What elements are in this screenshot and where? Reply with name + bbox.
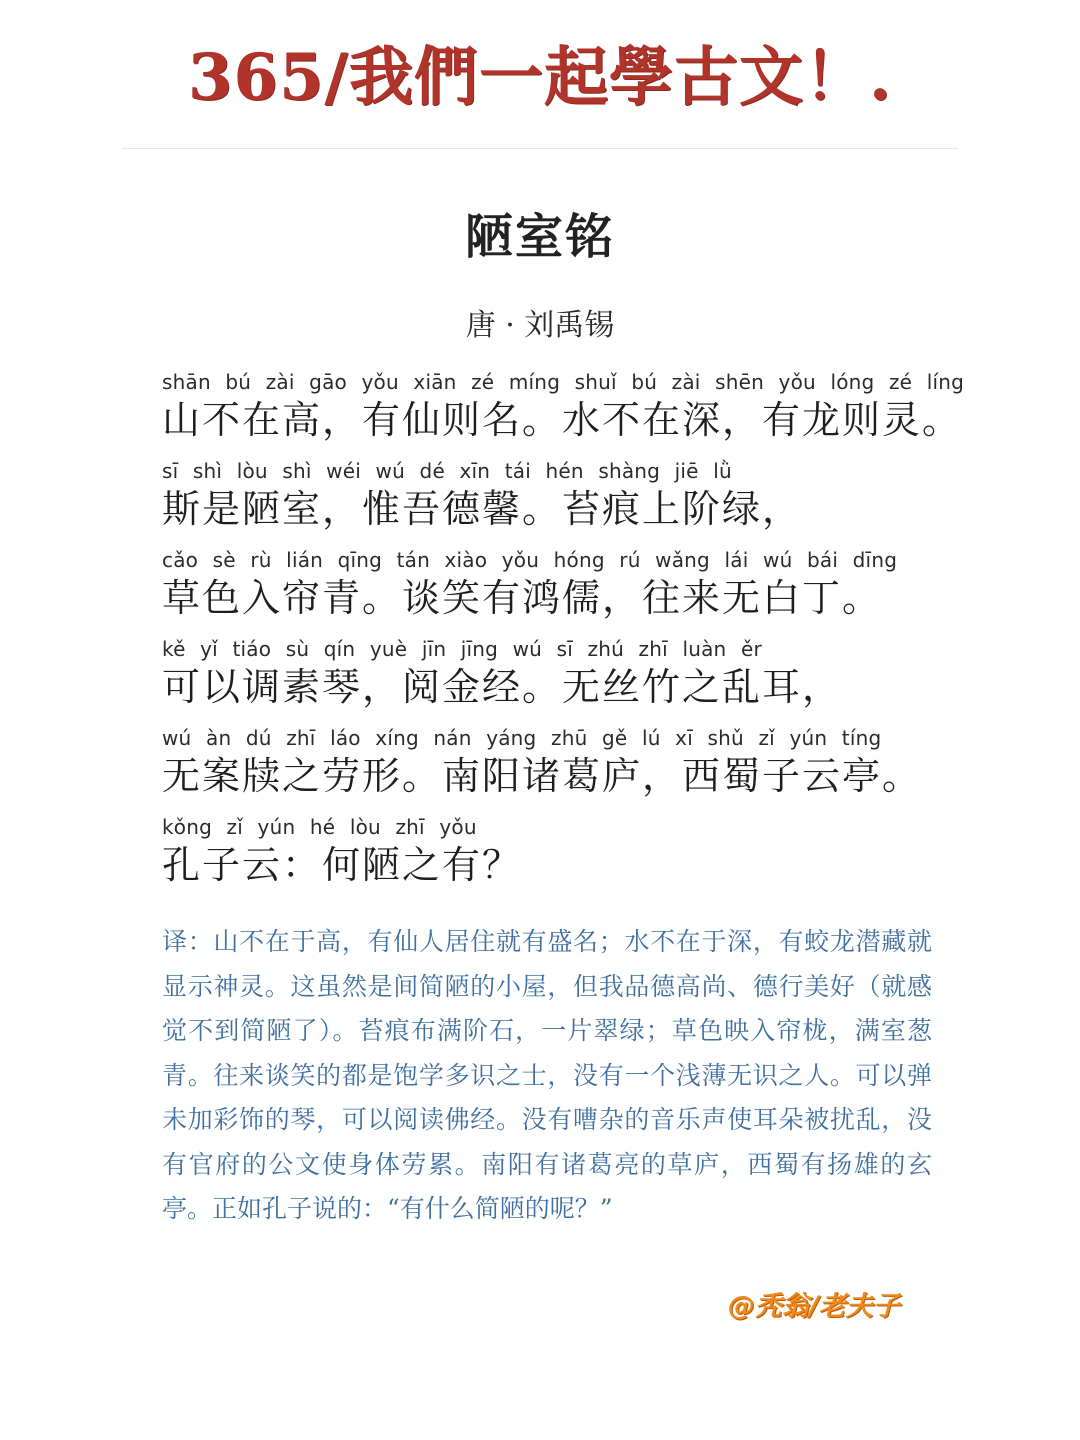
author-credit: @秃翁/老夫子: [728, 1291, 900, 1322]
hanzi-line: 孔子云：何陋之有？: [162, 843, 523, 887]
pinyin-line: sī shì lòu shì wéi wú dé xīn tái hén shàng jiē lǜ: [162, 459, 732, 483]
poem-body: [162, 368, 965, 902]
header-divider: [122, 148, 958, 149]
hanzi-line: 斯是陋室，惟吾德馨。苔痕上阶绿，: [162, 487, 803, 531]
poem-author: 唐 · 刘禹锡: [465, 308, 615, 343]
pinyin-line: kǒng zǐ yún hé lòu zhī yǒu: [162, 815, 477, 839]
hanzi-line: 无案牍之劳形。南阳诸葛庐，西蜀子云亭。: [162, 754, 923, 798]
pinyin-line: cǎo sè rù lián qīng tán xiào yǒu hóng rú wǎng lái wú bái dīng: [162, 548, 898, 572]
banner-header: [0, 28, 1080, 128]
poem-line: [162, 635, 952, 724]
pinyin-line: wú àn dú zhī láo xíng nán yáng zhū gě lú xī shǔ zǐ yún tíng: [162, 726, 882, 750]
translation-paragraph: 译：山不在于高，有仙人居住就有盛名；水不在于深，有蛟龙潜藏就显示神灵。这虽然是间简陋的小屋，但我品德高尚、德行美好（就感觉不到简陋了）。苔痕布满阶石，一片翠绿；草色映入帘栊，满室葱青。往来谈笑的都是饱学多识之士，没有一个浅薄无识之人。可以弹未加彩饰的琴，可以阅读佛经。没有嘈杂的音乐声使耳朵被扰乱，没有官府的公文使身体劳累。南阳有诸葛亮的草庐，西蜀有扬雄的玄亭。正如孔子说的：“有什么简陋的呢？”: [162, 927, 932, 1223]
poem-line: [162, 813, 952, 902]
hanzi-line: 可以调素琴，阅金经。无丝竹之乱耳，: [162, 665, 843, 709]
hanzi-line: 草色入帘青。谈笑有鸿儒，往来无白丁。: [162, 576, 883, 620]
poem-title: 陋室铭: [464, 209, 615, 265]
hanzi-line: 山不在高，有仙则名。水不在深，有龙则灵。: [162, 398, 963, 442]
poem-line: [162, 457, 952, 546]
poem-line: [162, 368, 965, 457]
banner-title: 365/我們一起學古文！.: [187, 40, 893, 115]
pinyin-line: shān bú zài gāo yǒu xiān zé míng shuǐ bú zài shēn yǒu lóng zé líng: [162, 370, 965, 394]
poem-line: [162, 724, 952, 813]
pinyin-line: kě yǐ tiáo sù qín yuè jīn jīng wú sī zhú zhī luàn ěr: [162, 637, 762, 661]
poem-line: [162, 546, 952, 635]
